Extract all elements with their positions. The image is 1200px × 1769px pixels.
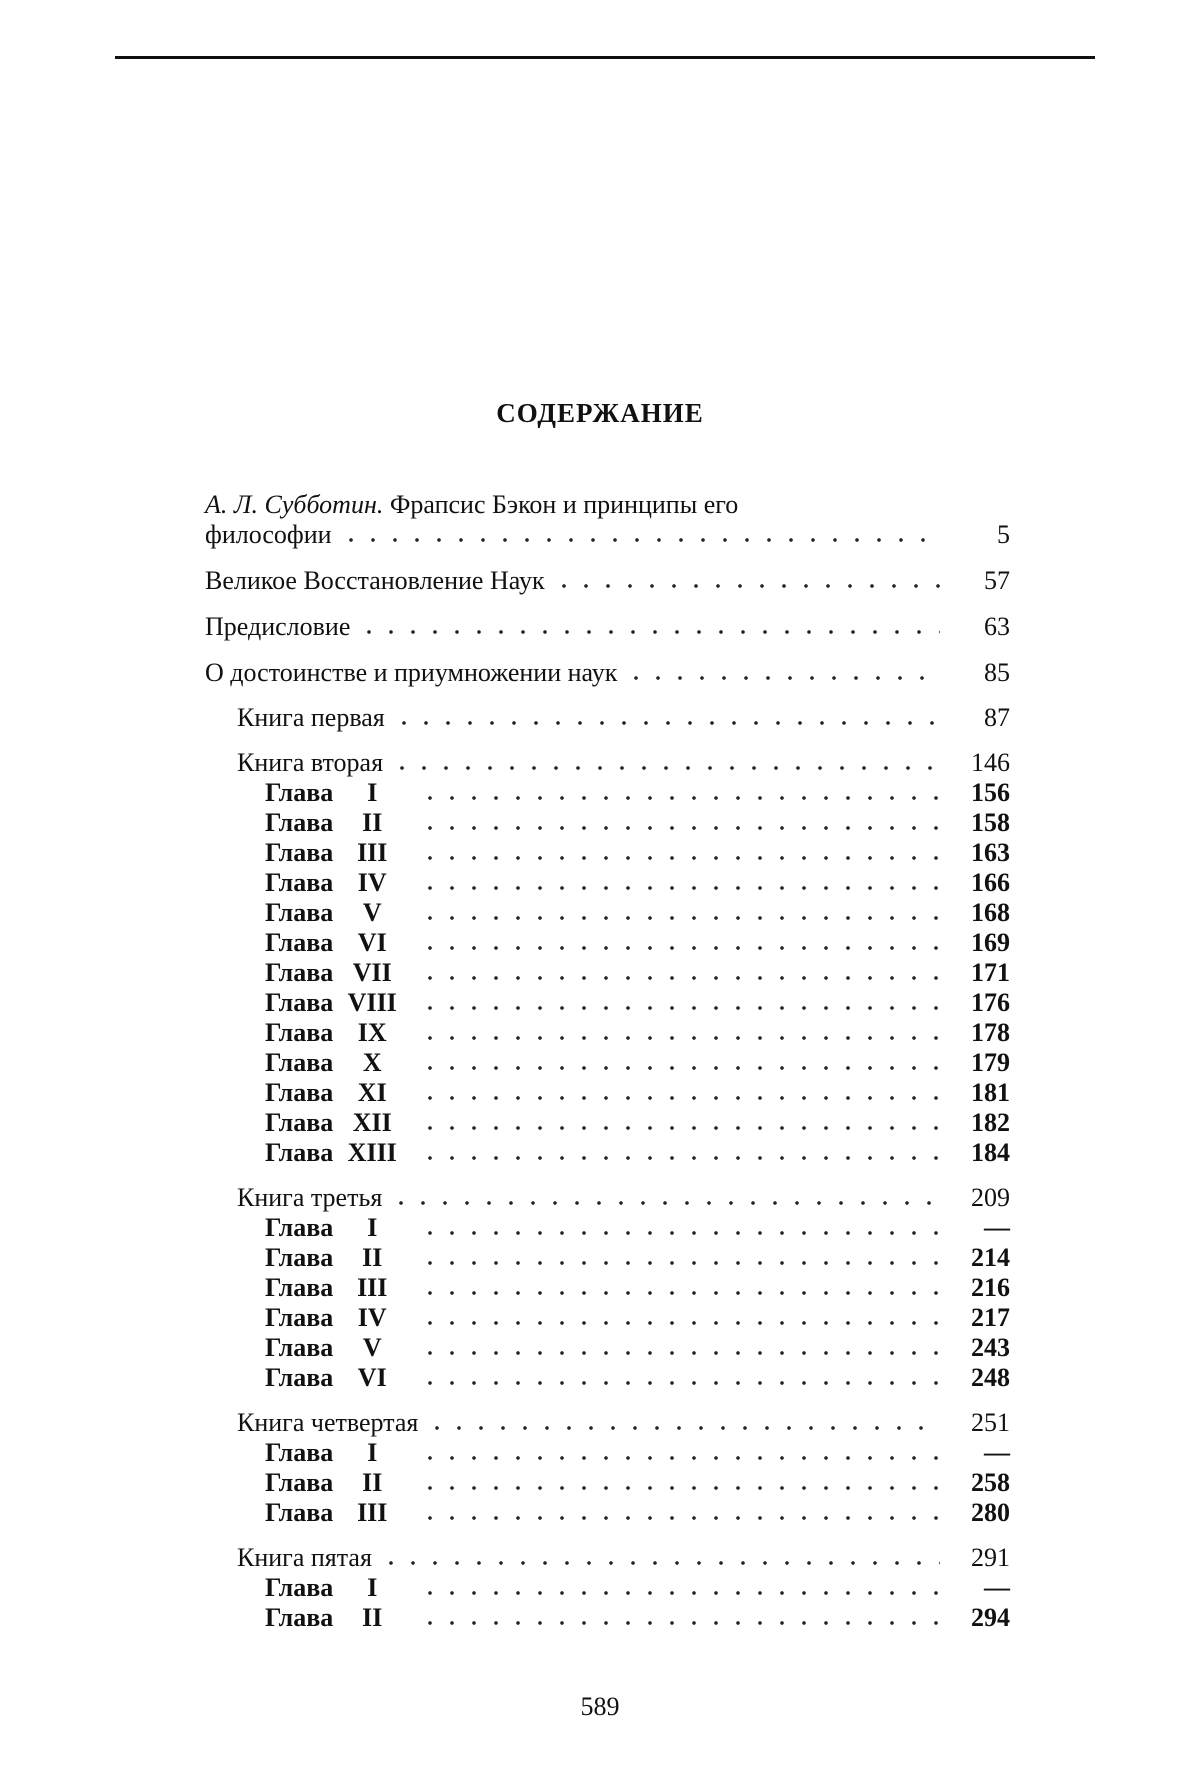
entry-label: Предисловие [205, 612, 358, 642]
chapter-number: III [357, 1273, 388, 1302]
chapter-label [265, 868, 419, 898]
chapter-number: II [362, 1243, 383, 1272]
leader-dots [419, 796, 940, 800]
chapter-entry [205, 1573, 1010, 1603]
chapter-word: Глава [265, 1468, 334, 1497]
chapter-number: IV [357, 1303, 387, 1332]
page-number: 179 [971, 1048, 1010, 1077]
leader-dots [419, 1261, 940, 1265]
chapter-entry [205, 838, 1010, 868]
page-number: 156 [971, 778, 1010, 807]
book-label: Книга пятая [237, 1543, 380, 1573]
chapter-entry [205, 778, 1010, 808]
chapter-label [265, 808, 419, 838]
chapter-word: Глава [265, 1138, 334, 1167]
leader-dots [419, 1621, 940, 1625]
chapter-word: Глава [265, 778, 334, 807]
chapter-label [265, 1333, 419, 1363]
chapter-number: III [357, 838, 388, 867]
chapter-word: Глава [265, 1078, 334, 1107]
chapter-number: II [362, 1603, 383, 1632]
chapter-word: Глава [265, 928, 334, 957]
chapter-word: Глава [265, 1603, 334, 1632]
chapter-entry [205, 868, 1010, 898]
chapter-label [265, 988, 419, 1018]
chapter-number: II [362, 808, 383, 837]
chapter-entry [205, 1333, 1010, 1363]
page-number: 166 [971, 868, 1010, 897]
chapter-entry [205, 1468, 1010, 1498]
book-entry [205, 1408, 1010, 1438]
chapter-entry [205, 808, 1010, 838]
leader-dots [340, 538, 940, 542]
toc-entry-intro [205, 490, 1010, 550]
page-number: 87 [984, 703, 1010, 732]
leader-dots [419, 1486, 940, 1490]
chapter-word: Глава [265, 1498, 334, 1527]
leader-dots [419, 1516, 940, 1520]
leader-dots [419, 1066, 940, 1070]
leader-dots [419, 916, 940, 920]
chapter-label [265, 1363, 419, 1393]
chapter-word: Глава [265, 1333, 334, 1362]
leader-dots [426, 1426, 940, 1430]
book-label: Книга четвертая [237, 1408, 426, 1438]
leader-dots [393, 721, 940, 725]
page-number: 158 [971, 808, 1010, 837]
page-number: 57 [984, 566, 1010, 595]
chapter-label [265, 778, 419, 808]
chapter-label [265, 1108, 419, 1138]
toc-entry [205, 658, 1010, 688]
chapter-word: Глава [265, 898, 334, 927]
chapter-word: Глава [265, 1108, 334, 1137]
chapter-entry [205, 1498, 1010, 1528]
intro-title-line2: философии [205, 520, 340, 550]
leader-dots [419, 826, 940, 830]
chapter-entry [205, 1108, 1010, 1138]
chapter-number: V [362, 1333, 382, 1362]
chapter-label [265, 838, 419, 868]
leader-dots [419, 1156, 940, 1160]
chapter-number: V [362, 898, 382, 927]
book-entry [205, 1183, 1010, 1213]
leader-dots [419, 886, 940, 890]
page-number: 171 [971, 958, 1010, 987]
chapter-word: Глава [265, 838, 334, 867]
book-entry [205, 1543, 1010, 1573]
chapter-word: Глава [265, 988, 334, 1017]
page-number: 168 [971, 898, 1010, 927]
chapter-number: I [367, 1213, 378, 1242]
page-number: 5 [997, 520, 1010, 549]
chapter-number: XII [352, 1108, 392, 1137]
page-number: 169 [971, 928, 1010, 957]
chapter-word: Глава [265, 1273, 334, 1302]
chapter-label [265, 1273, 419, 1303]
leader-dots [419, 976, 940, 980]
page-number: 280 [971, 1498, 1010, 1527]
entry-label: Великое Восстановление Наук [205, 566, 553, 596]
intro-author: А. Л. Субботин. [205, 490, 384, 519]
chapter-number: X [362, 1048, 382, 1077]
page-number: 291 [971, 1543, 1010, 1572]
page-number: 216 [971, 1273, 1010, 1302]
leader-dots [419, 1126, 940, 1130]
page-number: — [984, 1213, 1010, 1242]
table-of-contents [205, 490, 1010, 1633]
page-number: 178 [971, 1018, 1010, 1047]
chapter-entry [205, 1273, 1010, 1303]
chapter-label [265, 1438, 419, 1468]
page-number: 63 [984, 612, 1010, 641]
chapter-entry [205, 1048, 1010, 1078]
chapter-word: Глава [265, 808, 334, 837]
chapter-number: II [362, 1468, 383, 1497]
chapter-number: VII [352, 958, 392, 987]
intro-line1 [205, 490, 1010, 520]
page-title: СОДЕРЖАНИЕ [496, 398, 704, 428]
leader-dots [419, 1591, 940, 1595]
leader-dots [419, 1456, 940, 1460]
chapter-label [265, 958, 419, 988]
chapter-label [265, 1018, 419, 1048]
leader-dots [391, 766, 940, 770]
chapter-label [265, 1078, 419, 1108]
chapter-entry [205, 1243, 1010, 1273]
leader-dots [625, 676, 940, 680]
page-number: 248 [971, 1363, 1010, 1392]
page-number: 182 [971, 1108, 1010, 1137]
page-number: — [984, 1438, 1010, 1467]
intro-line2 [205, 520, 1010, 550]
chapter-word: Глава [265, 958, 334, 987]
chapter-label [265, 1303, 419, 1333]
book-label: Книга вторая [237, 748, 391, 778]
chapter-number: VI [357, 928, 387, 957]
page-number: 85 [984, 658, 1010, 687]
chapter-label [265, 1603, 419, 1633]
chapter-label [265, 1498, 419, 1528]
page-number: 146 [971, 748, 1010, 777]
chapter-entry [205, 1078, 1010, 1108]
chapter-entry [205, 1018, 1010, 1048]
leader-dots [553, 584, 940, 588]
chapter-number: IV [357, 868, 387, 897]
chapter-entry [205, 1303, 1010, 1333]
chapter-word: Глава [265, 1303, 334, 1332]
chapter-number: IX [357, 1018, 387, 1047]
book-entry [205, 703, 1010, 733]
chapter-word: Глава [265, 1438, 334, 1467]
chapter-entry [205, 898, 1010, 928]
entry-label: О достоинстве и приумножении наук [205, 658, 625, 688]
leader-dots [419, 946, 940, 950]
chapter-word: Глава [265, 1573, 334, 1602]
chapter-entry [205, 928, 1010, 958]
leader-dots [419, 1321, 940, 1325]
page-number: 217 [971, 1303, 1010, 1332]
chapter-word: Глава [265, 1018, 334, 1047]
leader-dots [358, 630, 940, 634]
page-number: 251 [971, 1408, 1010, 1437]
chapter-number: I [367, 1438, 378, 1467]
page-number: 243 [971, 1333, 1010, 1362]
chapter-entry [205, 958, 1010, 988]
toc-body [205, 566, 1010, 1633]
intro-title-line1: Фрапсис Бэкон и принципы его [389, 490, 739, 519]
leader-dots [419, 1036, 940, 1040]
book-label: Книга третья [237, 1183, 390, 1213]
chapter-number: VIII [347, 988, 397, 1017]
chapter-word: Глава [265, 1213, 334, 1242]
page-number: 294 [971, 1603, 1010, 1632]
leader-dots [419, 1351, 940, 1355]
page-number: 209 [971, 1183, 1010, 1212]
chapter-label [265, 1468, 419, 1498]
chapter-label [265, 1048, 419, 1078]
chapter-word: Глава [265, 1048, 334, 1077]
chapter-number: I [367, 1573, 378, 1602]
chapter-number: VI [357, 1363, 387, 1392]
chapter-word: Глава [265, 868, 334, 897]
chapter-entry [205, 1138, 1010, 1168]
book-label: Книга первая [237, 703, 393, 733]
chapter-number: XI [357, 1078, 387, 1107]
leader-dots [419, 856, 940, 860]
chapter-word: Глава [265, 1243, 334, 1272]
page-number: 258 [971, 1468, 1010, 1497]
chapter-label [265, 1138, 419, 1168]
page-number: 163 [971, 838, 1010, 867]
leader-dots [380, 1561, 940, 1565]
page-number: 184 [971, 1138, 1010, 1167]
leader-dots [419, 1006, 940, 1010]
top-rule [115, 56, 1095, 59]
chapter-entry [205, 1213, 1010, 1243]
chapter-label [265, 928, 419, 958]
toc-entry [205, 612, 1010, 642]
chapter-word: Глава [265, 1363, 334, 1392]
page-number: 214 [971, 1243, 1010, 1272]
chapter-label [265, 898, 419, 928]
chapter-entry [205, 1603, 1010, 1633]
leader-dots [419, 1381, 940, 1385]
leader-dots [419, 1231, 940, 1235]
chapter-entry [205, 1438, 1010, 1468]
chapter-entry [205, 988, 1010, 1018]
chapter-number: I [367, 778, 378, 807]
chapter-number: III [357, 1498, 388, 1527]
page-number: 181 [971, 1078, 1010, 1107]
book-entry [205, 748, 1010, 778]
chapter-entry [205, 1363, 1010, 1393]
leader-dots [390, 1201, 940, 1205]
chapter-number: XIII [347, 1138, 397, 1167]
chapter-label [265, 1243, 419, 1273]
page-number: — [984, 1573, 1010, 1602]
page-number: 176 [971, 988, 1010, 1017]
folio: 589 [580, 1692, 620, 1721]
chapter-label [265, 1573, 419, 1603]
leader-dots [419, 1291, 940, 1295]
leader-dots [419, 1096, 940, 1100]
chapter-label [265, 1213, 419, 1243]
toc-entry [205, 566, 1010, 596]
